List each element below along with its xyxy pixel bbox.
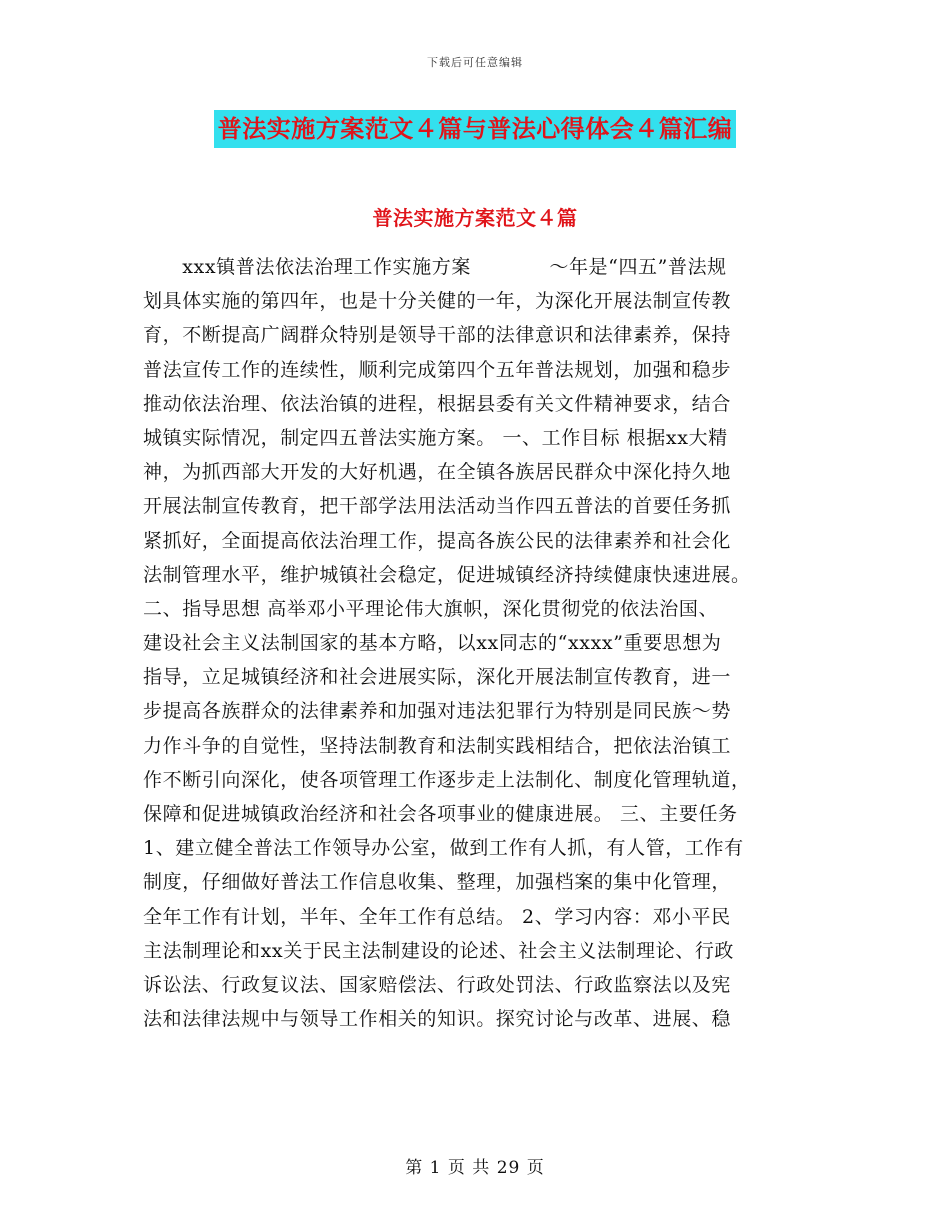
body-line: 法和法律法规中与领导工作相关的知识。探究讨论与改革、进展、稳 [143, 1008, 732, 1031]
body-line: 1、建立健全普法工作领导办公室，做到工作有人抓，有人管，工作有 [143, 837, 744, 860]
body-line: 开展法制宣传教育，把干部学法用法活动当作四五普法的首要任务抓 [143, 495, 732, 518]
body-line: 育，不断提高广阔群众特别是领导干部的法律意识和法律素养，保持 [143, 324, 732, 347]
document-title-text: 普法实施方案范文４篇与普法心得体会４篇汇编 [214, 110, 737, 148]
body-line: 推动依法治理、依法治镇的进程，根据县委有关文件精神要求，结合 [143, 392, 732, 415]
body-line: xxx镇普法依法治理工作实施方案 ～年是“四五”普法规 [143, 256, 727, 278]
body-line: 步提高各族群众的法律素养和加强对违法犯罪行为特别是同民族～势 [143, 700, 732, 723]
body-line: 保障和促进城镇政治经济和社会各项事业的健康进展。 三、主要任务 [143, 803, 738, 825]
body-line: 法制管理水平，维护城镇社会稳定，促进城镇经济持续健康快速进展。 [143, 563, 751, 586]
body-line: 全年工作有计划，半年、全年工作有总结。 2、学习内容：邓小平民 [143, 905, 731, 928]
document-title [0, 110, 950, 148]
body-line: 二、指导思想 高举邓小平理论伟大旗帜，深化贯彻党的依法治国、 [143, 597, 719, 620]
body-line: 城镇实际情况，制定四五普法实施方案。 一、工作目标 根据xx大精 [143, 426, 728, 449]
body-text [143, 250, 815, 1036]
section-title: 普法实施方案范文４篇 [372, 206, 578, 230]
page-number: 第 1 页 共 29 页 [405, 1158, 545, 1178]
body-line: 建设社会主义法制国家的基本方略，以xx同志的“xxxx”重要思想为 [143, 632, 722, 655]
body-line: 普法宣传工作的连续性，顺利完成第四个五年普法规划，加强和稳步 [143, 358, 732, 381]
body-line: 划具体实施的第四年，也是十分关健的一年，为深化开展法制宣传教 [143, 290, 732, 313]
body-line: 作不断引向深化，使各项管理工作逐步走上法制化、制度化管理轨道， [143, 768, 751, 791]
body-line: 指导，立足城镇经济和社会进展实际，深化开展法制宣传教育，进一 [143, 666, 732, 689]
body-line: 主法制理论和xx关于民主法制建设的论述、社会主义法制理论、行政 [143, 939, 735, 962]
body-line: 力作斗争的自觉性，坚持法制教育和法制实践相结合，把依法治镇工 [143, 734, 732, 757]
page-header-note: 下载后可任意编辑 [427, 56, 523, 69]
body-line: 紧抓好，全面提高依法治理工作，提高各族公民的法律素养和社会化 [143, 529, 732, 552]
body-line: 制度，仔细做好普法工作信息收集、整理，加强档案的集中化管理， [143, 871, 732, 894]
body-line: 诉讼法、行政复议法、国家赔偿法、行政处罚法、行政监察法以及宪 [143, 973, 732, 996]
body-line: 神，为抓西部大开发的大好机遇，在全镇各族居民群众中深化持久地 [143, 461, 732, 484]
